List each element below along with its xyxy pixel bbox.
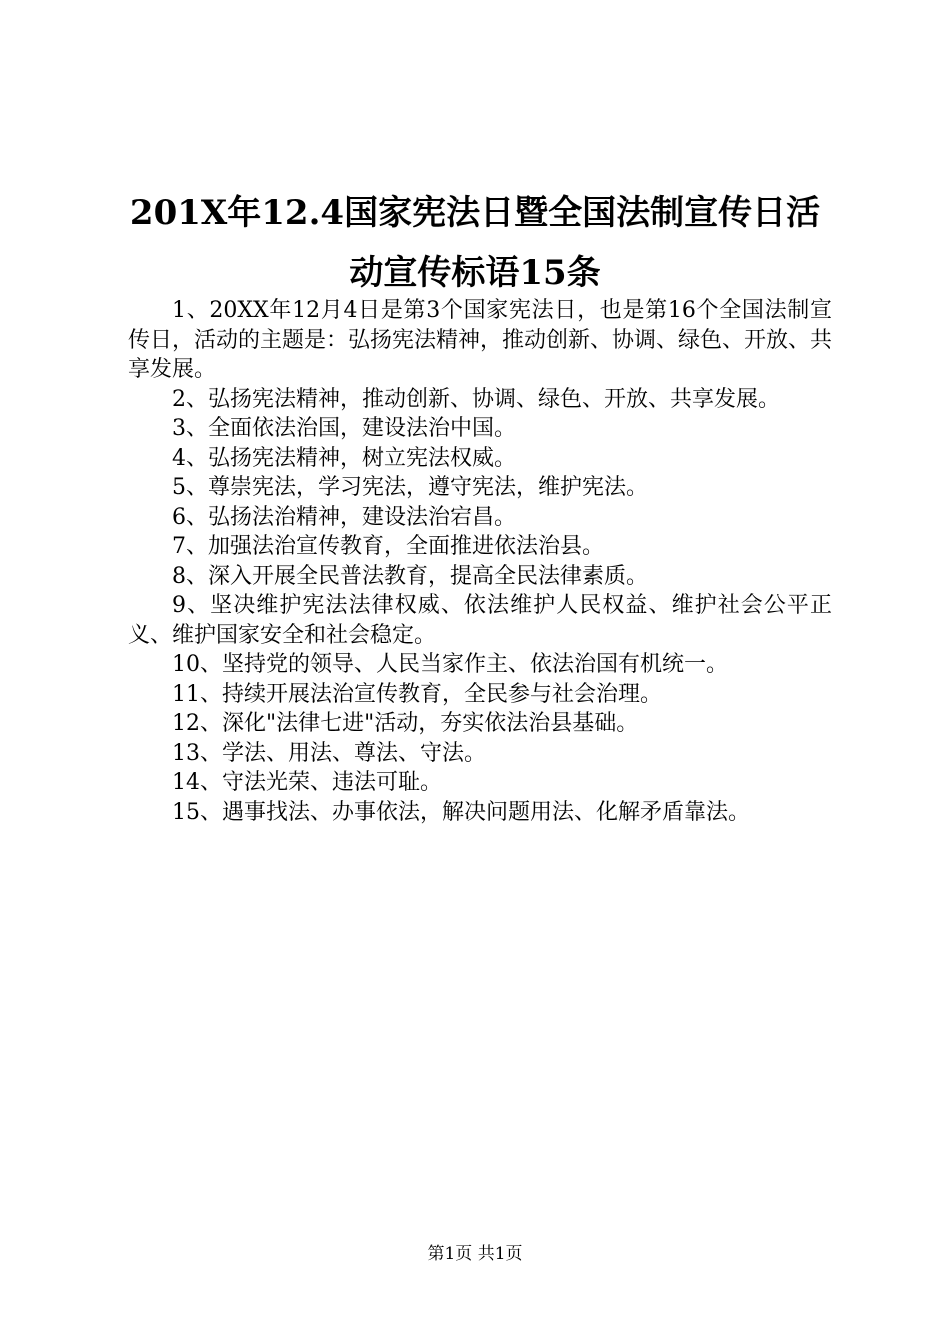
slogan-paragraph: 1、20XX年12月4日是第3个国家宪法日，也是第16个全国法制宣传日，活动的主题是：弘扬宪法精神，推动创新、协调、绿色、开放、共享发展。 — [128, 298, 833, 382]
slogan-paragraph: 7、加强法治宣传教育，全面推进依法治县。 — [172, 534, 604, 559]
slogan-paragraph: 13、学法、用法、尊法、守法。 — [172, 740, 486, 766]
slogan-paragraph: 5、尊崇宪法，学习宪法，遵守宪法，维护宪法。 — [172, 475, 648, 500]
document-body — [128, 296, 832, 827]
slogan-paragraph: 3、全面依法治国，建设法治中国。 — [172, 416, 516, 441]
slogan-paragraph: 9、坚决维护宪法法律权威、依法维护人民权益、维护社会公平正义、维护国家安全和社会稳定。 — [128, 593, 832, 648]
title-line-1: 201X年12.4国家宪法日暨全国法制宣传日活 — [129, 193, 821, 233]
document-title — [120, 183, 830, 303]
slogan-paragraph: 4、弘扬宪法精神，树立宪法权威。 — [172, 445, 516, 471]
slogan-paragraph: 6、弘扬法治精神，建设法治宕昌。 — [172, 504, 516, 530]
slogan-paragraph: 15、遇事找法、办事依法，解决问题用法、化解矛盾靠法。 — [172, 799, 750, 825]
slogan-paragraph: 12、深化"法律七进"活动，夯实依法治县基础。 — [172, 711, 639, 736]
title-line-2: 动宣传标语15条 — [349, 253, 601, 293]
slogan-paragraph: 14、守法光荣、违法可耻。 — [172, 770, 442, 795]
slogan-paragraph: 11、持续开展法治宣传教育，全民参与社会治理。 — [172, 681, 662, 707]
slogan-paragraph: 10、坚持党的领导、人民当家作主、依法治国有机统一。 — [172, 652, 728, 677]
slogan-paragraph: 2、弘扬宪法精神，推动创新、协调、绿色、开放、共享发展。 — [172, 386, 780, 412]
slogan-paragraph: 8、深入开展全民普法教育，提高全民法律素质。 — [172, 563, 648, 589]
page-footer: 第1页 共1页 — [427, 1244, 523, 1264]
